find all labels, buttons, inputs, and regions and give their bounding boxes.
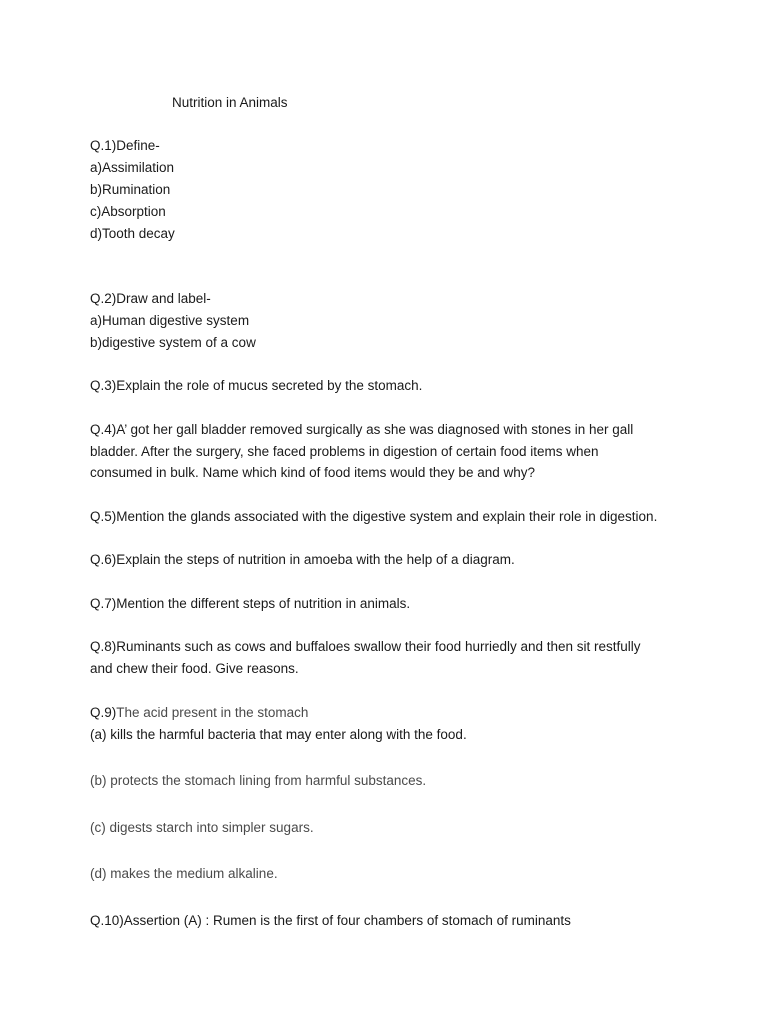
question-5: Q.5)Mention the glands associated with the digestive system and explain their role in digestion.	[90, 509, 658, 524]
question-1-item-d: d)Tooth decay	[90, 226, 175, 241]
page-title: Nutrition in Animals	[172, 95, 288, 110]
question-9-option-d: (d) makes the medium alkaline.	[90, 866, 278, 881]
question-9-option-b: (b) protects the stomach lining from harmful substances.	[90, 773, 427, 788]
question-9-option-c: (c) digests starch into simpler sugars.	[90, 820, 314, 835]
question-4-line-1: Q.4)A’ got her gall bladder removed surgically as she was diagnosed with stones in her gall	[90, 422, 634, 437]
question-8-line-2: and chew their food. Give reasons.	[90, 661, 299, 676]
question-2-item-b: b)digestive system of a cow	[90, 335, 256, 350]
question-6: Q.6)Explain the steps of nutrition in amoeba with the help of a diagram.	[90, 552, 515, 567]
question-7: Q.7)Mention the different steps of nutrition in animals.	[90, 596, 411, 611]
question-9-stem-text: The acid present in the stomach	[116, 705, 309, 720]
question-1-item-b: b)Rumination	[90, 182, 171, 197]
question-4-line-2: bladder. After the surgery, she faced problems in digestion of certain food items when	[90, 444, 599, 459]
question-4-line-3: consumed in bulk. Name which kind of food items would they be and why?	[90, 465, 535, 480]
question-1-item-c: c)Absorption	[90, 204, 166, 219]
question-2-heading: Q.2)Draw and label-	[90, 291, 211, 306]
question-8-line-1: Q.8)Ruminants such as cows and buffaloes swallow their food hurriedly and then sit restfully	[90, 639, 641, 654]
question-9-stem	[90, 703, 308, 723]
question-1-heading: Q.1)Define-	[90, 138, 160, 153]
question-10: Q.10)Assertion (A) : Rumen is the first of four chambers of stomach of ruminants	[90, 913, 571, 928]
question-3: Q.3)Explain the role of mucus secreted by the stomach.	[90, 378, 423, 393]
question-1-item-a: a)Assimilation	[90, 160, 175, 175]
question-2-item-a: a)Human digestive system	[90, 313, 250, 328]
question-9-option-a: (a) kills the harmful bacteria that may enter along with the food.	[90, 727, 467, 742]
question-9-label: Q.9)	[90, 705, 117, 720]
